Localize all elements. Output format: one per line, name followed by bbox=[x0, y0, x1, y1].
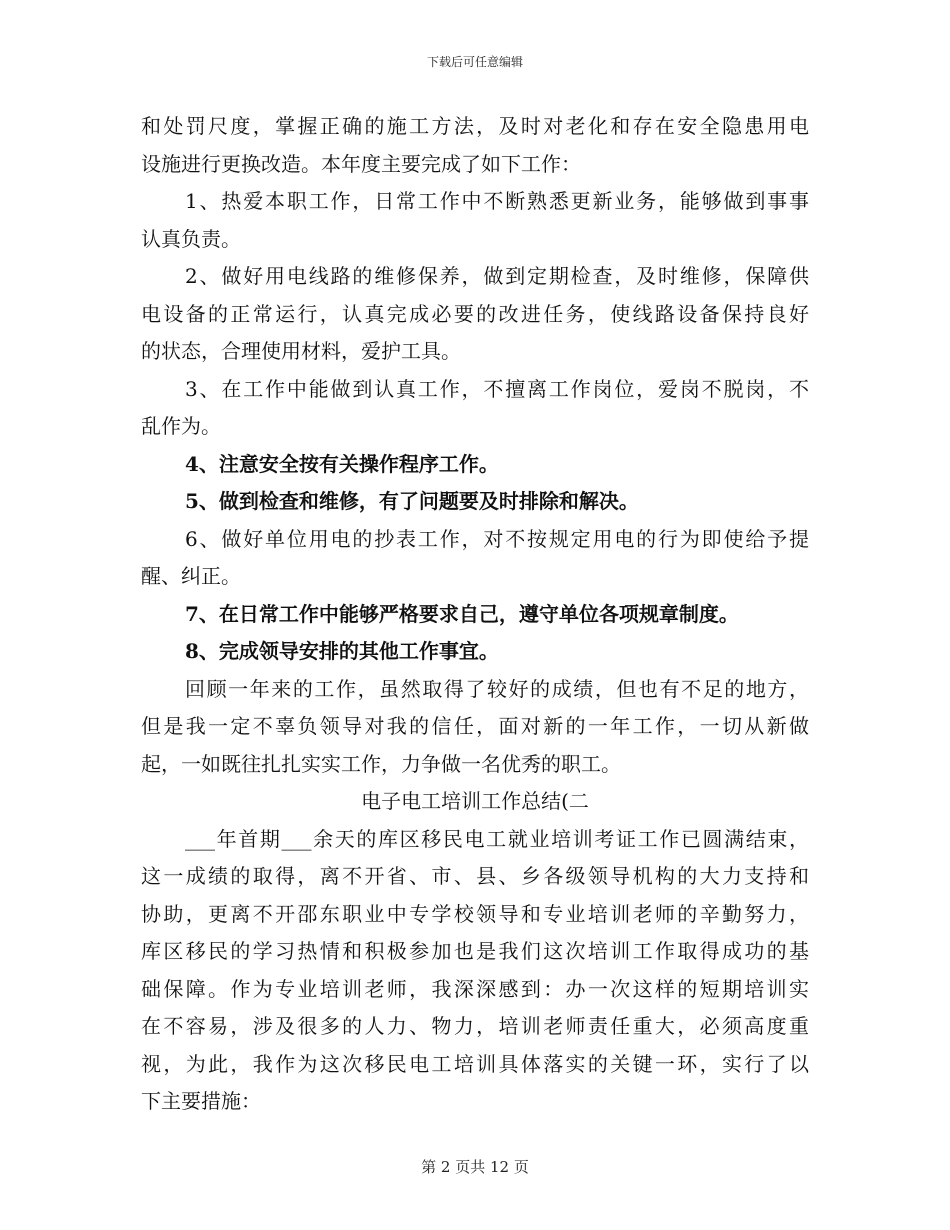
text-line: 但是我一定不辜负领导对我的信任，面对新的一年工作，一切从新做 bbox=[141, 714, 809, 738]
text-line: 协助，更离不开邵东职业中专学校领导和专业培训老师的辛勤努力， bbox=[141, 901, 809, 926]
text-line: 和处罚尺度，掌握正确的施工方法，及时对老化和存在安全隐患用电 bbox=[141, 114, 809, 138]
text-line: 起，一如既往扎扎实实工作，力争做一名优秀的职工。 bbox=[141, 751, 621, 776]
document-body bbox=[141, 108, 809, 1121]
text-line: 设施进行更换改造。本年度主要完成了如下工作： bbox=[141, 151, 581, 176]
text-line: 乱作为。 bbox=[141, 414, 221, 438]
text-line: 下主要措施： bbox=[141, 1089, 261, 1113]
text-line: 回顾一年来的工作，虽然取得了较好的成绩，但也有不足的地方， bbox=[185, 676, 809, 701]
text-line: 3、在工作中能做到认真工作，不擅离工作岗位，爱岗不脱岗，不 bbox=[185, 376, 809, 401]
text-line: 这一成绩的取得，离不开省、市、县、乡各级领导机构的大力支持和 bbox=[141, 864, 809, 888]
text-line: 8、完成领导安排的其他工作事宜。 bbox=[185, 639, 499, 663]
text-line: 5、做到检查和维修，有了问题要及时排除和解决。 bbox=[185, 489, 639, 513]
page-footer: 第 2 页共 12 页 bbox=[421, 1158, 529, 1176]
text-line: 视，为此，我作为这次移民电工培训具体落实的关键一环，实行了以 bbox=[141, 1051, 809, 1076]
text-line: 础保障。作为专业培训老师，我深深感到：办一次这样的短期培训实 bbox=[141, 976, 809, 1001]
text-line: 1、热爱本职工作，日常工作中不断熟悉更新业务，能够做到事事 bbox=[185, 189, 809, 213]
text-line: 库区移民的学习热情和积极参加也是我们这次培训工作取得成功的基 bbox=[141, 939, 809, 963]
page-header: 下载后可任意编辑 bbox=[426, 55, 523, 69]
text-line: 认真负责。 bbox=[141, 226, 241, 251]
text-line: 6、做好单位用电的抄表工作，对不按规定用电的行为即使给予提 bbox=[185, 526, 809, 551]
text-line: 2、做好用电线路的维修保养，做到定期检查，及时维修，保障供 bbox=[185, 264, 809, 288]
text-line: 的状态，合理使用材料，爱护工具。 bbox=[141, 339, 461, 363]
text-line: 电设备的正常运行，认真完成必要的改进任务，使线路设备保持良好 bbox=[141, 301, 809, 326]
section-title: 电子电工培训工作总结(二 bbox=[361, 789, 589, 813]
text-line: 7、在日常工作中能够严格要求自己，遵守单位各项规章制度。 bbox=[185, 601, 739, 626]
text-line: ___年首期___余天的库区移民电工就业培训考证工作已圆满结束， bbox=[185, 826, 809, 851]
text-line: 在不容易，涉及很多的人力、物力，培训老师责任重大，必须高度重 bbox=[141, 1014, 809, 1038]
text-line: 醒、纠正。 bbox=[141, 564, 241, 588]
text-line: 4、注意安全按有关操作程序工作。 bbox=[185, 451, 499, 476]
